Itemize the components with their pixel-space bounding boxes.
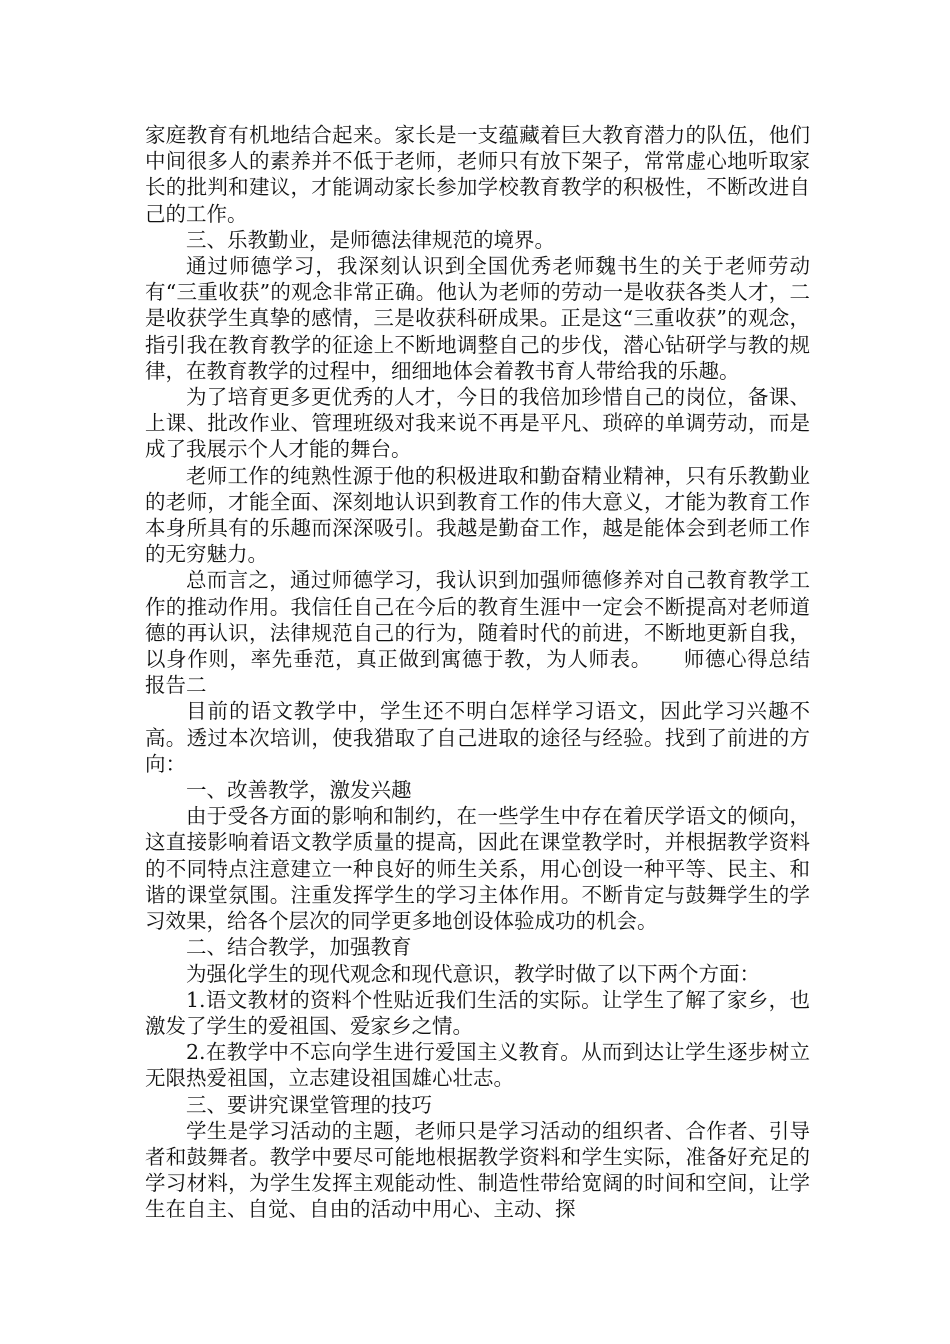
paragraph-5: 老师工作的纯熟性源于他的积极进取和勤奋精业精神，只有乐教勤业的老师，才能全面、深刻地认识到教育工作的伟大意义，才能为教育工作本身所具有的乐趣而深深吸引。我越是勤奋工作，越是能体会到老师工作的无穷魅力。 [145, 463, 810, 567]
paragraph-4: 为了培育更多更优秀的人才，今日的我倍加珍惜自己的岗位，备课、上课、批改作业、管理班级对我来说不再是平凡、琐碎的单调劳动，而是成了我展示个人才能的舞台。 [145, 385, 810, 462]
paragraph-8: 一、改善教学，激发兴趣 [186, 778, 412, 803]
paragraph-9: 由于受各方面的影响和制约，在一些学生中存在着厌学语文的倾向，这直接影响着语文教学质量的提高，因此在课堂教学时，并根据教学资料的不同特点注意建立一种良好的师生关系，用心创设一种平等、民主、和谐的课堂氛围。注重发挥学生的学习主体作用。不断肯定与鼓舞学生的学习效果，给各个层次的同学更多地创设体验成功的机会。 [145, 804, 810, 934]
paragraph-10: 二、结合教学，加强教育 [186, 935, 412, 960]
paragraph-13: 2.在教学中不忘向学生进行爱国主义教育。从而到达让学生逐步树立无限热爱祖国，立志建设祖国雄心壮志。 [145, 1040, 810, 1091]
paragraph-11: 为强化学生的现代观念和现代意识，教学时做了以下两个方面： [186, 961, 760, 986]
paragraph-1: 家庭教育有机地结合起来。家长是一支蕴藏着巨大教育潜力的队伍，他们中间很多人的素养并不低于老师，老师只有放下架子，常常虚心地听取家长的批判和建议，才能调动家长参加学校教育教学的积极性，不断改进自己的工作。 [145, 123, 810, 226]
document-body [145, 122, 810, 1223]
paragraph-15: 学生是学习活动的主题，老师只是学习活动的组织者、合作者、引导者和鼓舞者。教学中要尽可能地根据教学资料和学生实际，准备好充足的学习材料，为学生发挥主观能动性、制造性带给宽阔的时间和空间，让学生在自主、自觉、自由的活动中用心、主动、探 [145, 1118, 810, 1222]
paragraph-2: 三、乐教勤业，是师德法律规范的境界。 [186, 227, 555, 252]
paragraph-14: 三、要讲究课堂管理的技巧 [186, 1092, 432, 1117]
paragraph-3: 通过师德学习，我深刻认识到全国优秀老师魏书生的关于老师劳动有“三重收获”的观念非常正确。他认为老师的劳动一是收获各类人才，二是收获学生真挚的感情，三是收获科研成果。正是这“三重收获”的观念，指引我在教育教学的征途上不断地调整自己的步伐，潜心钻研学与教的规律，在教育教学的过程中，细细地体会着教书育人带给我的乐趣。 [145, 254, 810, 383]
paragraph-6: 总而言之，通过师德学习，我认识到加强师德修养对自己教育教学工作的推动作用。我信任自己在今后的教育生涯中一定会不断提高对老师道德的再认识，法律规范自己的行为，随着时代的前进，不断地更新自我，以身作则，率先垂范，真正做到寓德于教，为人师表。 师德心得总结报告二 [145, 568, 810, 698]
paragraph-12: 1.语文教材的资料个性贴近我们生活的实际。让学生了解了家乡，也激发了学生的爱祖国、爱家乡之情。 [145, 987, 810, 1038]
paragraph-7: 目前的语文教学中，学生还不明白怎样学习语文，因此学习兴趣不高。透过本次培训，使我猎取了自己进取的途径与经验。找到了前进的方向： [145, 699, 810, 776]
